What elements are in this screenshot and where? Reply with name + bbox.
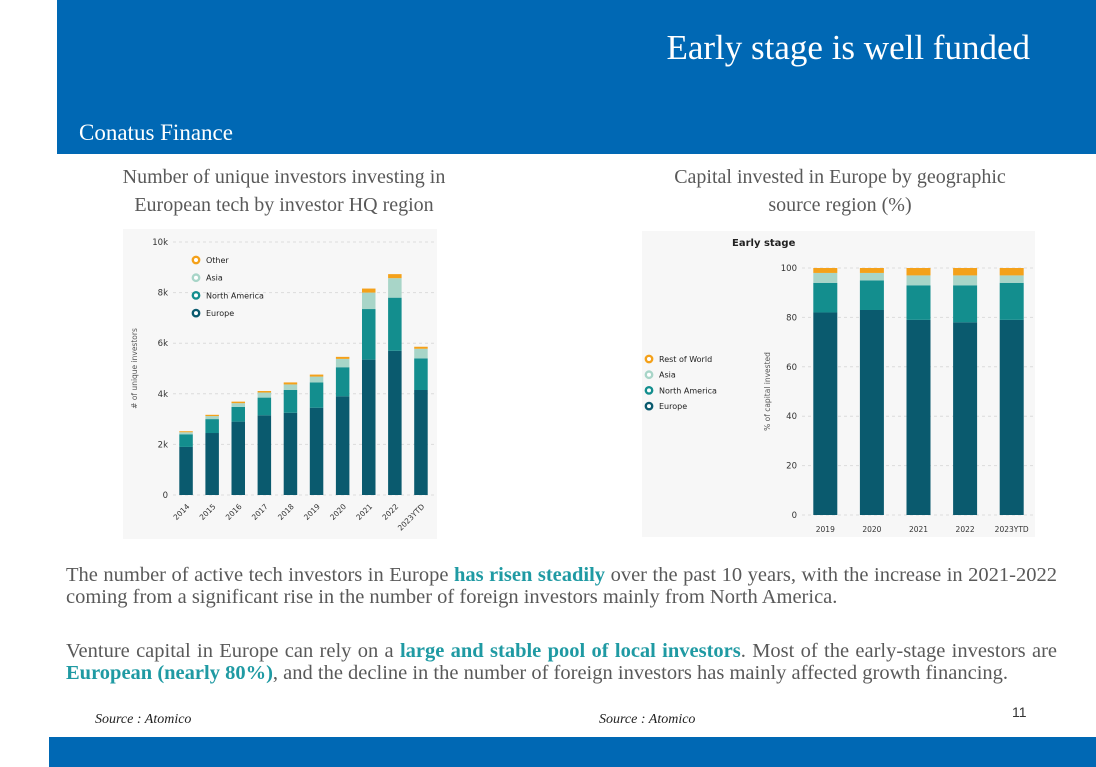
bar-rest-of-world-2019: [813, 268, 837, 273]
y-tick-label: 8k: [157, 288, 168, 299]
chart-title: Early stage: [732, 238, 796, 249]
paragraph-local-investors: [66, 640, 1057, 684]
legend-label-rest-of-world: Rest of World: [659, 355, 713, 364]
bar-other-2017: [258, 391, 272, 393]
investors-chart: [123, 229, 437, 539]
bar-north-america-2023ytd: [414, 358, 428, 390]
bar-other-2020: [336, 357, 350, 359]
paragraph-investors-growth: [66, 564, 1057, 608]
bar-europe-2014: [179, 447, 193, 495]
left-chart-title: [70, 163, 498, 219]
legend-marker-north-america: [646, 387, 652, 393]
bar-north-america-2015: [205, 419, 219, 433]
legend-marker-asia: [646, 372, 652, 378]
bar-other-2018: [284, 382, 298, 384]
bar-asia-2017: [258, 393, 272, 398]
bar-north-america-2022: [388, 298, 402, 351]
bar-asia-2023ytd: [1000, 275, 1024, 282]
legend-marker-north-america: [193, 292, 199, 298]
bar-europe-2018: [284, 413, 298, 495]
x-tick-label: 2023YTD: [994, 525, 1029, 534]
x-tick-label: 2021: [908, 525, 929, 534]
right-chart-title-line2: source region (%): [768, 194, 912, 216]
slide-title: Early stage is well funded: [666, 28, 1030, 67]
bar-other-2016: [232, 402, 246, 404]
y-tick-label: 60: [786, 362, 797, 373]
bar-north-america-2016: [232, 407, 246, 422]
bar-asia-2019: [813, 273, 837, 283]
bar-north-america-2020: [336, 367, 350, 396]
bar-asia-2022: [388, 278, 402, 297]
bar-europe-2022: [388, 351, 402, 495]
y-tick-label: 40: [786, 412, 797, 423]
p2-text-c: , and the decline in the number of foreign investors has mainly affected growth financing.: [272, 662, 1009, 684]
y-tick-label: 6k: [157, 339, 168, 350]
x-tick-label: 2014: [171, 502, 192, 522]
bar-europe-2017: [258, 415, 272, 495]
right-chart-title: [628, 163, 1052, 219]
bar-asia-2020: [336, 359, 350, 367]
bar-north-america-2021: [362, 309, 376, 360]
p1-text-b: over the past 10 years, with the increase in 2021-2022 coming from a significant rise in the number of foreign investors mainly from North America.: [66, 564, 1057, 608]
legend-marker-europe: [193, 310, 199, 316]
bar-europe-2023ytd: [414, 390, 428, 495]
bar-north-america-2021: [907, 285, 931, 320]
x-tick-label: 2017: [249, 502, 270, 522]
bar-asia-2014: [179, 432, 193, 434]
bar-asia-2021: [907, 275, 931, 285]
p2-text-b: . Most of the early-stage investors are: [740, 640, 1057, 662]
y-axis-label: # of unique investors: [130, 328, 139, 409]
right-chart-title-line1: Capital invested in Europe by geographic: [674, 166, 1006, 188]
x-tick-label: 2019: [302, 502, 322, 522]
x-tick-label: 2018: [275, 502, 296, 522]
bar-north-america-2018: [284, 390, 298, 413]
header-banner: [57, 0, 1096, 154]
legend-label-north-america: North America: [206, 291, 264, 301]
legend-marker-asia: [193, 275, 199, 281]
y-tick-label: 80: [786, 313, 797, 324]
bar-rest-of-world-2020: [860, 268, 884, 273]
bar-asia-2018: [284, 384, 298, 390]
y-tick-label: 20: [786, 461, 797, 472]
bar-europe-2015: [205, 433, 219, 495]
p1-highlight: has risen steadily: [453, 564, 606, 586]
investors-chart-svg: [123, 229, 437, 539]
x-tick-label: 2022: [380, 502, 401, 522]
left-source: Source : Atomico: [95, 712, 192, 727]
y-tick-label: 10k: [152, 238, 168, 248]
legend-label-other: Other: [206, 256, 229, 265]
bar-europe-2021: [362, 360, 376, 495]
legend-marker-other: [193, 257, 199, 263]
bar-asia-2019: [310, 377, 324, 383]
legend-marker-rest-of-world: [646, 356, 652, 362]
bar-other-2022: [388, 274, 402, 278]
bar-asia-2023ytd: [414, 349, 428, 359]
bar-north-america-2020: [860, 280, 884, 310]
bar-north-america-2014: [179, 434, 193, 447]
legend-label-asia: Asia: [659, 370, 676, 380]
bar-rest-of-world-2022: [953, 268, 977, 275]
x-tick-label: 2015: [197, 502, 218, 522]
bar-north-america-2022: [953, 285, 977, 322]
footer-bar: [49, 737, 1096, 767]
page-number: 11: [1012, 704, 1027, 720]
legend-label-north-america: North America: [659, 386, 717, 396]
bar-europe-2016: [232, 422, 246, 495]
x-tick-label: 2023YTD: [395, 502, 427, 533]
legend-label-asia: Asia: [206, 273, 223, 283]
bar-europe-2020: [860, 310, 884, 515]
y-tick-label: 4k: [157, 389, 168, 400]
bar-north-america-2023ytd: [1000, 283, 1024, 320]
capital-chart: [642, 231, 1035, 537]
legend-marker-europe: [646, 403, 652, 409]
bar-asia-2015: [205, 416, 219, 419]
y-axis-label: % of capital invested: [763, 352, 772, 431]
right-source: Source : Atomico: [599, 712, 696, 727]
legend-label-europe: Europe: [206, 309, 235, 319]
bar-asia-2020: [860, 273, 884, 280]
bar-europe-2023ytd: [1000, 320, 1024, 515]
bar-asia-2021: [362, 293, 376, 309]
x-tick-label: 2019: [815, 525, 835, 534]
x-tick-label: 2021: [354, 502, 375, 522]
y-tick-label: 0: [791, 511, 797, 521]
p2-highlight-1: large and stable pool of local investors: [399, 640, 741, 662]
bar-europe-2019: [310, 408, 324, 495]
bar-europe-2019: [813, 312, 837, 515]
bar-north-america-2019: [813, 283, 837, 313]
bar-rest-of-world-2021: [907, 268, 931, 275]
bar-europe-2021: [907, 320, 931, 515]
capital-chart-svg: [642, 231, 1035, 537]
p2-highlight-2: European (nearly 80%): [66, 662, 273, 684]
y-tick-label: 100: [780, 264, 797, 274]
x-tick-label: 2022: [955, 525, 975, 534]
y-tick-label: 0: [162, 491, 168, 501]
bar-other-2019: [310, 375, 324, 377]
x-tick-label: 2020: [862, 525, 882, 534]
left-chart-title-line1: Number of unique investors investing in: [122, 166, 446, 188]
y-tick-label: 2k: [157, 440, 168, 451]
bar-other-2015: [205, 415, 219, 416]
p2-text-a: Venture capital in Europe can rely on a: [66, 640, 400, 662]
company-name: Conatus Finance: [79, 120, 233, 145]
p1-text-a: The number of active tech investors in Europe: [66, 564, 454, 586]
bar-north-america-2019: [310, 382, 324, 407]
bar-rest-of-world-2023ytd: [1000, 268, 1024, 275]
bar-asia-2022: [953, 275, 977, 285]
bar-north-america-2017: [258, 398, 272, 416]
bar-asia-2016: [232, 403, 246, 407]
bar-other-2021: [362, 289, 376, 293]
bar-other-2014: [179, 431, 193, 432]
bar-other-2023ytd: [414, 347, 428, 349]
left-chart-title-line2: European tech by investor HQ region: [134, 194, 434, 216]
bar-europe-2020: [336, 396, 350, 495]
x-tick-label: 2016: [223, 502, 244, 522]
x-tick-label: 2020: [328, 502, 349, 522]
bar-europe-2022: [953, 322, 977, 515]
legend-label-europe: Europe: [659, 402, 688, 412]
